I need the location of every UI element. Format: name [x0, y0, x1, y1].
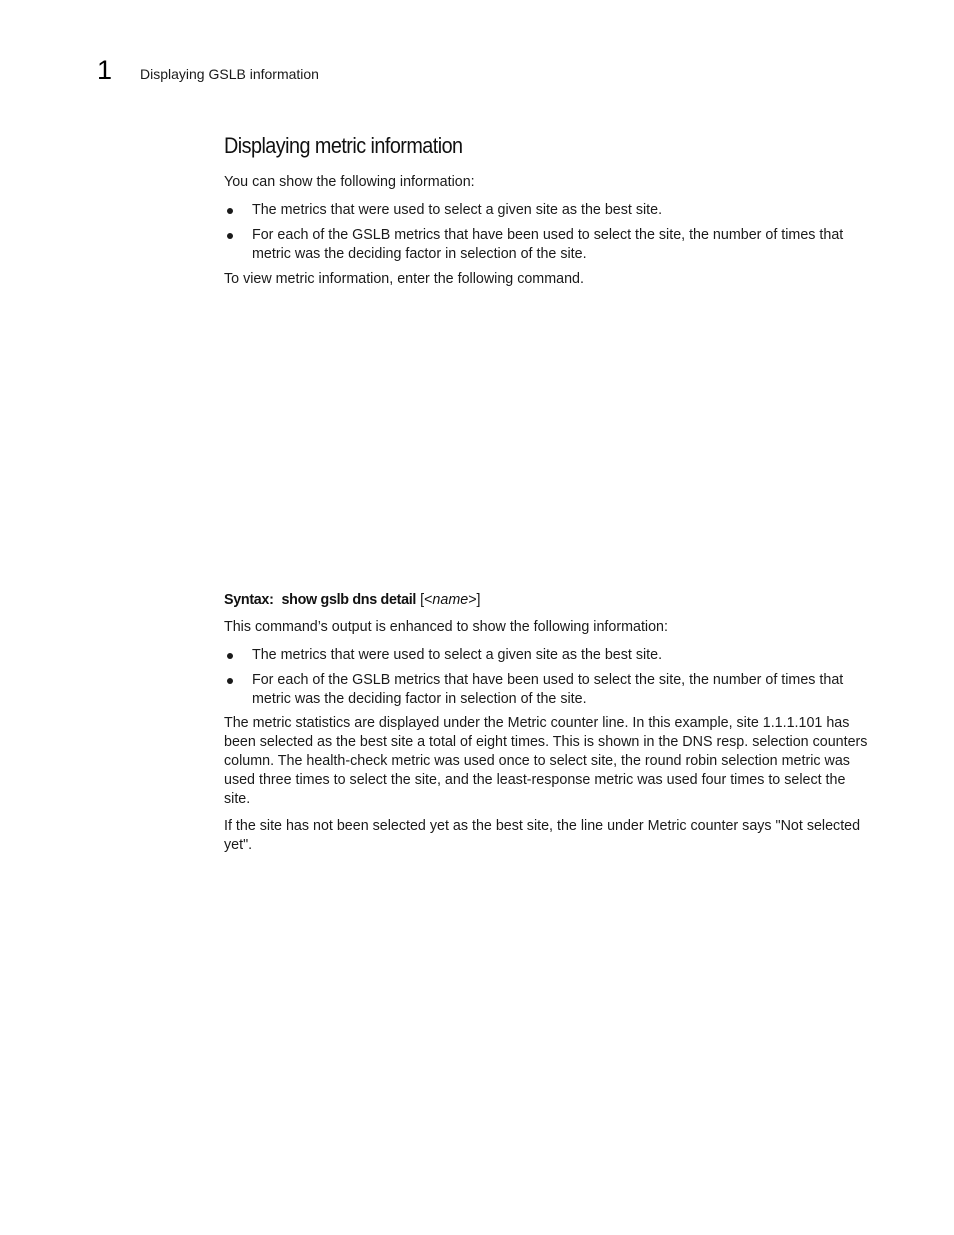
list-item	[224, 671, 870, 709]
syntax-command: show gslb dns detail	[281, 592, 417, 608]
not-selected-paragraph: If the site has not been selected yet as the best site, the line under Metric counter says "Not selected yet".	[224, 818, 861, 853]
list-item	[224, 201, 870, 220]
output-intro-paragraph: This command’s output is enhanced to show the following information:	[224, 619, 668, 635]
bullet-icon	[227, 208, 233, 214]
bullet-icon	[227, 678, 233, 684]
list-item	[224, 226, 870, 264]
syntax-close-bracket: >]	[468, 592, 481, 608]
output-bullet-list	[224, 646, 870, 709]
section-title: Displaying metric information	[224, 133, 463, 158]
list-item-text: The metrics that were used to select a given site as the best site.	[252, 647, 663, 663]
bullet-icon	[227, 233, 233, 239]
syntax-line	[224, 591, 481, 610]
list-item	[224, 646, 870, 665]
intro-paragraph: You can show the following information:	[224, 174, 475, 190]
syntax-parameter: name	[432, 592, 469, 608]
syntax-open-bracket: [<	[420, 592, 433, 608]
chapter-number: 1	[97, 55, 113, 85]
syntax-label: Syntax:	[224, 592, 274, 608]
bullet-icon	[227, 653, 233, 659]
list-item-text: The metrics that were used to select a given site as the best site.	[252, 202, 663, 218]
info-bullet-list	[224, 201, 870, 264]
list-item-text: For each of the GSLB metrics that have been used to select the site, the number of times that metric was the deciding factor in selection of the site.	[252, 227, 844, 262]
explanation-paragraph: The metric statistics are displayed under the Metric counter line. In this example, site 1.1.1.101 has been selected as the best site a total of eight times. This is shown in the DNS resp. selection counters column. The health-check metric was used once to select site, the round robin selection metric was used three times to select the site, and the least-response metric was used four times to select the site.	[224, 715, 868, 807]
list-item-text: For each of the GSLB metrics that have been used to select the site, the number of times that metric was the deciding factor in selection of the site.	[252, 672, 844, 707]
instruction-paragraph: To view metric information, enter the following command.	[224, 271, 584, 287]
running-header: Displaying GSLB information	[140, 66, 319, 82]
